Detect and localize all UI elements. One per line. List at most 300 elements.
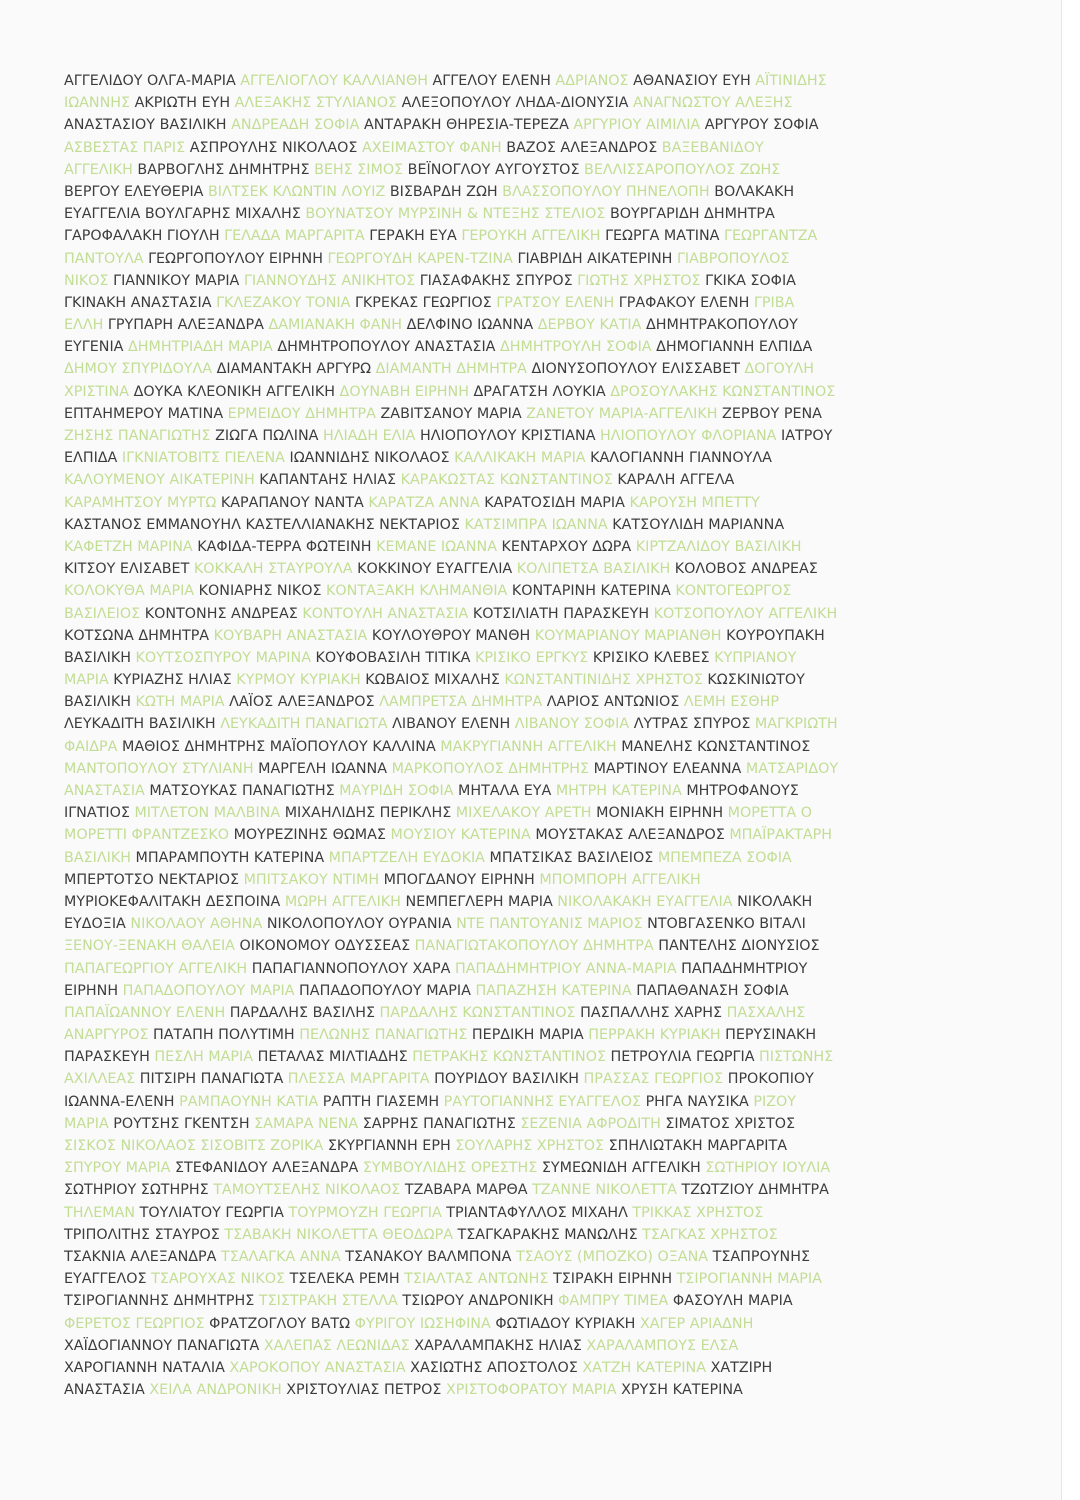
name-line bbox=[64, 137, 979, 159]
highlighted-name-segment: ΡΑΜΠΑΟΥΝΗ ΚΑΤΙΑ bbox=[179, 1093, 323, 1110]
highlighted-name-segment: ΚΟΛΟΚΥΘΑ ΜΑΡΙΑ bbox=[64, 583, 199, 600]
name-line bbox=[64, 1068, 979, 1090]
name-segment: ΚΩΒΑΙΟΣ ΜΙΧΑΛΗΣ bbox=[365, 672, 505, 689]
highlighted-name-segment: ΦΕΡΕΤΟΣ ΓΕΩΡΓΙΟΣ bbox=[64, 1315, 210, 1332]
highlighted-name-segment: ΚΟΥΤΣΟΣΠΥΡΟΥ ΜΑΡΙΝΑ bbox=[135, 649, 316, 666]
name-line bbox=[64, 447, 979, 469]
name-segment: ΠΑΡΑΣΚΕΥΗ bbox=[64, 1049, 155, 1066]
highlighted-name-segment: ΑΔΡΙΑΝΟΣ bbox=[555, 73, 634, 89]
highlighted-name-segment: ΚΥΡΜΟΥ ΚΥΡΙΑΚΗ bbox=[236, 672, 366, 689]
highlighted-name-segment: ΧΡΙΣΤΟΦΟΡΑΤΟΥ ΜΑΡΙΑ bbox=[445, 1382, 622, 1399]
highlighted-name-segment: ΒΑΣΙΛΙΚΗ bbox=[64, 849, 136, 866]
highlighted-name-segment: ΛΕΥΚΑΔΙΤΗ ΠΑΝΑΓΙΩΤΑ bbox=[220, 716, 393, 733]
highlighted-name-segment: ΣΩΤΗΡΙΟΥ ΙΟΥΛΙΑ bbox=[705, 1160, 831, 1177]
name-line bbox=[64, 381, 979, 403]
name-segment: ΚΟΝΙΑΡΗΣ ΝΙΚΟΣ bbox=[198, 583, 327, 600]
name-segment: ΜΑΡΤΙΝΟΥ ΕΛΕΑΝΝΑ bbox=[593, 760, 746, 777]
name-segment: ΜΥΡΙΟΚΕΦΑΛΙΤΑΚΗ ΔΕΣΠΟΙΝΑ bbox=[64, 893, 285, 910]
name-segment: ΜΟΝΙΑΚΗ ΕΙΡΗΝΗ bbox=[596, 805, 728, 822]
name-segment: ΙΑΤΡΟΥ bbox=[781, 428, 833, 444]
highlighted-name-segment: ΤΗΛΕΜΑΝ bbox=[64, 1204, 140, 1221]
highlighted-name-segment: ΚΟΝΤΑΞΑΚΗ ΚΛΗΜΑΝΘΙΑ bbox=[326, 583, 512, 600]
highlighted-name-segment: ΛΑΜΠΡΕΤΣΑ ΔΗΜΗΤΡΑ bbox=[379, 694, 547, 711]
name-segment: ΠΑΠΑΔΟΠΟΥΛΟΥ ΜΑΡΙΑ bbox=[299, 982, 476, 999]
highlighted-name-segment: ΚΥΠΡΙΑΝΟΥ bbox=[714, 649, 797, 666]
highlighted-name-segment: ΚΑΡΑΚΩΣΤΑΣ ΚΩΝΣΤΑΝΤΙΝΟΣ bbox=[400, 472, 618, 489]
name-segment: ΠΑΤΑΠΗ ΠΟΛΥΤΙΜΗ bbox=[153, 1027, 300, 1044]
highlighted-name-segment: ΔΟΥΝΑΒΗ ΕΙΡΗΝΗ bbox=[339, 383, 474, 400]
name-segment: ΚΟΥΛΟΥΘΡΟΥ ΜΑΝΘΗ bbox=[371, 627, 535, 644]
name-segment: ΝΙΚΟΛΟΠΟΥΛΟΥ ΟΥΡΑΝΙΑ bbox=[266, 916, 457, 933]
name-line bbox=[64, 492, 979, 514]
name-segment: ΤΟΥΛΙΑΤΟΥ ΓΕΩΡΓΙΑ bbox=[139, 1204, 289, 1221]
name-segment: ΑΝΑΣΤΑΣΙΑ bbox=[64, 1382, 150, 1399]
highlighted-name-segment: ΣΥΜΒΟΥΛΙΔΗΣ ΟΡΕΣΤΗΣ bbox=[362, 1160, 542, 1177]
highlighted-name-segment: ΚΑΡΑΤΖΑ ΑΝΝΑ bbox=[368, 494, 485, 511]
highlighted-name-segment: ΤΣΙΑΛΤΑΣ ΑΝΤΩΝΗΣ bbox=[404, 1271, 553, 1288]
name-segment: ΓΕΩΡΓΟΠΟΥΛΟΥ ΕΙΡΗΝΗ bbox=[148, 250, 328, 267]
name-segment: ΡΑΠΤΗ ΓΙΑΣΕΜΗ bbox=[322, 1093, 444, 1110]
highlighted-name-segment: ΚΟΥΒΑΡΗ ΑΝΑΣΤΑΣΙΑ bbox=[213, 627, 372, 644]
name-segment: ΚΑΦΙΔΑ-ΤΕΡΡΑ ΦΩΤΕΙΝΗ bbox=[197, 538, 377, 555]
name-segment: ΣΥΜΕΩΝΙΔΗ ΑΓΓΕΛΙΚΗ bbox=[541, 1160, 706, 1177]
name-segment: ΔΙΑΜΑΝΤΑΚΗ ΑΡΓΥΡΩ bbox=[216, 361, 376, 378]
name-line bbox=[64, 1002, 979, 1024]
name-segment: ΜΟΥΣΤΑΚΑΣ ΑΛΕΞΑΝΔΡΟΣ bbox=[535, 827, 730, 844]
highlighted-name-segment: ΛΙΒΑΝΟΥ ΣΟΦΙΑ bbox=[514, 716, 634, 733]
name-line bbox=[64, 1268, 979, 1290]
highlighted-name-segment: ΚΙΡΤΖΑΛΙΔΟΥ ΒΑΣΙΛΙΚΗ bbox=[635, 538, 802, 555]
highlighted-name-segment: ΛΕΜΗ ΕΣΘΗΡ bbox=[683, 694, 780, 711]
highlighted-name-segment: ΜΩΡΗ ΑΓΓΕΛΙΚΗ bbox=[284, 893, 406, 910]
name-segment: ΜΗΤΑΛΑ ΕΥΑ bbox=[458, 783, 556, 799]
name-segment: ΗΛΙΟΠΟΥΛΟΥ ΚΡΙΣΤΙΑΝΑ bbox=[419, 428, 601, 444]
highlighted-name-segment: ΑΧΙΛΛΕΑΣ bbox=[64, 1071, 140, 1088]
highlighted-name-segment: ΚΑΡΟΥΣΗ ΜΠΕΤΤΥ bbox=[629, 494, 760, 511]
name-segment: ΒΑΖΟΣ ΑΛΕΞΑΝΔΡΟΣ bbox=[506, 139, 662, 156]
name-segment: ΚΑΡΑΤΟΣΙΔΗ ΜΑΡΙΑ bbox=[484, 494, 630, 511]
highlighted-name-segment: ΧΑΤΖΗ ΚΑΤΕΡΙΝΑ bbox=[582, 1359, 711, 1376]
highlighted-name-segment: ΣΑΜΑΡΑ ΝΕΝΑ bbox=[254, 1115, 363, 1132]
name-segment: ΓΑΡΟΦΑΛΑΚΗ ΓΙΟΥΛΗ bbox=[64, 228, 225, 245]
highlighted-name-segment: ΤΣΑΡΟΥΧΑΣ ΝΙΚΟΣ bbox=[151, 1271, 290, 1288]
highlighted-name-segment: ΠΑΡΔΑΛΗΣ ΚΩΝΣΤΑΝΤΙΝΟΣ bbox=[379, 1004, 581, 1021]
name-segment: ΓΕΡΑΚΗ ΕΥΑ bbox=[369, 228, 462, 245]
name-line bbox=[64, 1024, 979, 1046]
name-segment: ΔΗΜΟΓΙΑΝΝΗ ΕΛΠΙΔΑ bbox=[656, 339, 813, 356]
name-line bbox=[64, 669, 979, 691]
name-segment: ΜΠΑΡΑΜΠΟΥΤΗ ΚΑΤΕΡΙΝΑ bbox=[135, 849, 329, 866]
highlighted-name-segment: ΜΑΤΣΑΡΙΔΟΥ bbox=[745, 760, 839, 777]
name-segment: ΡΟΥΤΣΗΣ ΓΚΕΝΤΣΗ bbox=[113, 1115, 255, 1132]
name-segment: ΠΑΣΠΑΛΛΗΣ ΧΑΡΗΣ bbox=[580, 1004, 727, 1021]
name-segment: ΝΕΜΠΕΓΛΕΡΗ ΜΑΡΙΑ bbox=[405, 893, 558, 910]
name-line bbox=[64, 1335, 979, 1357]
name-line bbox=[64, 1379, 979, 1401]
name-segment: ΠΟΥΡΙΔΟΥ ΒΑΣΙΛΙΚΗ bbox=[434, 1071, 584, 1088]
highlighted-name-segment: ΒΑΞΕΒΑΝΙΔΟΥ bbox=[661, 139, 764, 156]
name-segment: ΟΙΚΟΝΟΜΟΥ ΟΔΥΣΣΕΑΣ bbox=[239, 938, 415, 955]
name-segment: ΧΑΪΔΟΓΙΑΝΝΟΥ ΠΑΝΑΓΙΩΤΑ bbox=[64, 1337, 264, 1354]
name-segment: ΑΘΑΝΑΣΙΟΥ ΕΥΗ bbox=[633, 73, 756, 89]
highlighted-name-segment: ΚΕΜΑΝΕ ΙΩΑΝΝΑ bbox=[376, 538, 502, 555]
name-line bbox=[64, 1357, 979, 1379]
name-segment: ΚΑΤΣΟΥΛΙΔΗ ΜΑΡΙΑΝΝΑ bbox=[612, 516, 785, 533]
highlighted-name-segment: ΔΗΜΗΤΡΙΑΔΗ ΜΑΡΙΑ bbox=[128, 339, 278, 356]
highlighted-name-segment: ΓΡΙΒΑ bbox=[753, 294, 795, 311]
name-segment: ΜΟΥΡΕΖΙΝΗΣ ΘΩΜΑΣ bbox=[233, 827, 391, 844]
highlighted-name-segment: ΤΣΙΡΟΓΙΑΝΝΗ ΜΑΡΙΑ bbox=[676, 1271, 822, 1288]
name-line bbox=[64, 1157, 979, 1179]
highlighted-name-segment: ΤΣΑΓΚΑΣ ΧΡΗΣΤΟΣ bbox=[642, 1226, 778, 1243]
highlighted-name-segment: ΝΙΚΟΣ bbox=[64, 272, 114, 289]
name-segment: ΧΡΙΣΤΟΥΛΙΑΣ ΠΕΤΡΟΣ bbox=[286, 1382, 446, 1399]
highlighted-name-segment: ΡΙΖΟΥ bbox=[753, 1093, 797, 1110]
name-segment: ΠΕΤΑΛΑΣ ΜΙΛΤΙΑΔΗΣ bbox=[257, 1049, 413, 1066]
name-segment: ΒΙΣΒΑΡΔΗ ΖΩΗ bbox=[389, 183, 503, 200]
name-segment: ΑΚΡΙΩΤΗ ΕΥΗ bbox=[134, 95, 235, 112]
name-line bbox=[64, 225, 979, 247]
highlighted-name-segment: ΚΡΙΣΙΚΟ ΕΡΓΚΥΣ bbox=[474, 649, 593, 666]
name-segment: ΧΡΥΣΗ ΚΑΤΕΡΙΝΑ bbox=[621, 1382, 743, 1399]
highlighted-name-segment: ΓΙΑΒΡΟΠΟΥΛΟΣ bbox=[676, 250, 790, 267]
name-segment: ΚΥΡΙΑΖΗΣ ΗΛΙΑΣ bbox=[113, 672, 237, 689]
highlighted-name-segment: ΤΡΙΚΚΑΣ ΧΡΗΣΤΟΣ bbox=[632, 1204, 764, 1221]
highlighted-name-segment: ΣΕΖΕΝΙΑ ΑΦΡΟΔΙΤΗ bbox=[520, 1115, 666, 1132]
name-segment: ΕΛΠΙΔΑ bbox=[64, 450, 122, 467]
name-line bbox=[64, 913, 979, 935]
name-segment: ΓΙΑΝΝΙΚΟΥ ΜΑΡΙΑ bbox=[113, 272, 244, 289]
name-segment: ΔΡΑΓΑΤΣΗ ΛΟΥΚΙΑ bbox=[473, 383, 611, 400]
name-segment: ΤΣΑΝΑΚΟΥ ΒΑΛΜΠΟΝΑ bbox=[345, 1248, 516, 1265]
highlighted-name-segment: ΕΛΛΗ bbox=[64, 317, 108, 334]
name-segment: ΓΙΑΒΡΙΔΗ ΑΙΚΑΤΕΡΙΝΗ bbox=[517, 250, 677, 267]
highlighted-name-segment: ΠΑΠΑΪΩΑΝΝΟΥ ΕΛΕΝΗ bbox=[64, 1004, 230, 1021]
name-line bbox=[64, 181, 979, 203]
name-line bbox=[64, 780, 979, 802]
name-segment: ΜΑΘΙΟΣ ΔΗΜΗΤΡΗΣ ΜΑΪΟΠΟΥΛΟΥ ΚΑΛΛΙΝΑ bbox=[121, 738, 441, 755]
name-segment: ΕΙΡΗΝΗ bbox=[64, 982, 123, 999]
highlighted-name-segment: ΔΕΡΒΟΥ ΚΑΤΙΑ bbox=[537, 317, 646, 334]
name-segment: ΠΑΠΑΔΗΜΗΤΡΙΟΥ bbox=[681, 960, 808, 977]
name-segment: ΚΟΝΤΑΡΙΝΗ ΚΑΤΕΡΙΝΑ bbox=[511, 583, 676, 600]
name-line bbox=[64, 891, 979, 913]
highlighted-name-segment: ΒΑΣΙΛΕΙΟΣ bbox=[64, 605, 145, 622]
name-segment: ΕΠΤΑΗΜΕΡΟΥ ΜΑΤΙΝΑ bbox=[64, 405, 228, 422]
highlighted-name-segment: ΠΑΣΧΑΛΗΣ bbox=[726, 1004, 806, 1021]
highlighted-name-segment: ΠΑΠΑΔΟΠΟΥΛΟΥ ΜΑΡΙΑ bbox=[122, 982, 300, 999]
highlighted-name-segment: ΚΑΦΕΤΖΗ ΜΑΡΙΝΑ bbox=[64, 538, 198, 555]
highlighted-name-segment: ΑΝΑΣΤΑΣΙΑ bbox=[64, 783, 150, 799]
highlighted-name-segment: ΠΑΠΑΔΗΜΗΤΡΙΟΥ ΑΝΝΑ-ΜΑΡΙΑ bbox=[454, 960, 682, 977]
highlighted-name-segment: ΦΑΜΠΡΥ ΤΙΜΕΑ bbox=[558, 1293, 673, 1310]
highlighted-name-segment: ΓΕΩΡΓΟΥΔΗ ΚΑΡΕΝ-ΤΖΙΝΑ bbox=[327, 250, 518, 267]
name-line bbox=[64, 713, 979, 735]
highlighted-name-segment: ΒΕΗΣ ΣΙΜΟΣ bbox=[314, 161, 408, 178]
highlighted-name-segment: ΑΛΕΞΑΚΗΣ ΣΤΥΛΙΑΝΟΣ bbox=[234, 95, 402, 112]
highlighted-name-segment: ΠΑΝΑΓΙΩΤΑΚΟΠΟΥΛΟΥ ΔΗΜΗΤΡΑ bbox=[414, 938, 659, 955]
highlighted-name-segment: ΚΟΛΙΠΕΤΣΑ ΒΑΣΙΛΙΚΗ bbox=[516, 561, 675, 578]
highlighted-name-segment: ΠΑΝΤΟΥΛΑ bbox=[64, 250, 149, 267]
name-segment: ΤΣΙΩΡΟΥ ΑΝΔΡΟΝΙΚΗ bbox=[402, 1293, 559, 1310]
highlighted-name-segment: ΓΙΑΝΝΟΥΔΗΣ ΑΝΙΚΗΤΟΣ bbox=[243, 272, 420, 289]
highlighted-name-segment: ΙΩΑΝΝΗΣ bbox=[64, 95, 135, 112]
highlighted-name-segment: ΑΡΓΥΡΙΟΥ ΑΙΜΙΛΙΑ bbox=[573, 117, 705, 134]
name-segment: ΓΡΥΠΑΡΗ ΑΛΕΞΑΝΔΡΑ bbox=[107, 317, 269, 334]
highlighted-name-segment: ΧΑΡΑΛΑΜΠΟΥΣ ΕΛΣΑ bbox=[586, 1337, 739, 1354]
highlighted-name-segment: ΧΑΛΕΠΑΣ ΛΕΩΝΙΔΑΣ bbox=[263, 1337, 415, 1354]
name-segment: ΖΕΡΒΟΥ ΡΕΝΑ bbox=[722, 405, 822, 422]
highlighted-name-segment: ΙΓΚΝΙΑΤΟΒΙΤΣ ΓΙΕΛΕΝΑ bbox=[121, 450, 290, 467]
name-segment: ΚΟΚΚΙΝΟΥ ΕΥΑΓΓΕΛΙΑ bbox=[357, 561, 517, 578]
name-segment: ΚΟΛΟΒΟΣ ΑΝΔΡΕΑΣ bbox=[674, 561, 818, 578]
name-segment: ΑΝΤΑΡΑΚΗ ΘΗΡΕΣΙΑ-ΤΕΡΕΖΑ bbox=[363, 117, 574, 134]
name-line bbox=[64, 92, 979, 114]
name-line bbox=[64, 114, 979, 136]
highlighted-name-segment: ΑΝΑΡΓΥΡΟΣ bbox=[64, 1027, 154, 1044]
highlighted-name-segment: ΒΙΛΤΣΕΚ ΚΛΩΝΤΙΝ ΛΟΥΙΖ bbox=[208, 183, 390, 200]
highlighted-name-segment: ΑΪΤΙΝΙΔΗΣ bbox=[755, 73, 827, 89]
name-line bbox=[64, 270, 979, 292]
highlighted-name-segment: ΝΙΚΟΛΑΚΑΚΗ ΕΥΑΓΓΕΛΙΑ bbox=[557, 893, 738, 910]
name-line bbox=[64, 1179, 979, 1201]
name-line bbox=[64, 1046, 979, 1068]
name-segment: ΠΑΡΔΑΛΗΣ ΒΑΣΙΛΗΣ bbox=[229, 1004, 380, 1021]
name-segment: ΦΑΣΟΥΛΗ ΜΑΡΙΑ bbox=[672, 1293, 793, 1310]
highlighted-name-segment: ΠΡΑΣΣΑΣ ΓΕΩΡΓΙΟΣ bbox=[583, 1071, 728, 1088]
name-segment: ΛΕΥΚΑΔΙΤΗ ΒΑΣΙΛΙΚΗ bbox=[64, 716, 221, 733]
name-line bbox=[64, 1113, 979, 1135]
highlighted-name-segment: ΓΙΩΤΗΣ ΧΡΗΣΤΟΣ bbox=[577, 272, 706, 289]
name-line bbox=[64, 580, 979, 602]
highlighted-name-segment: ΠΕΣΛΗ ΜΑΡΙΑ bbox=[154, 1049, 258, 1066]
name-segment: ΠΙΤΣΙΡΗ ΠΑΝΑΓΙΩΤΑ bbox=[139, 1071, 288, 1088]
name-segment: ΙΩΑΝΝΑ-ΕΛΕΝΗ bbox=[64, 1093, 180, 1110]
name-line bbox=[64, 292, 979, 314]
highlighted-name-segment: ΚΟΝΤΟΥΛΗ ΑΝΑΣΤΑΣΙΑ bbox=[302, 605, 473, 622]
name-line bbox=[64, 70, 979, 92]
name-segment: ΓΕΩΡΓΑ ΜΑΤΙΝΑ bbox=[605, 228, 724, 245]
highlighted-name-segment: ΤΣΑΒΑΚΗ ΝΙΚΟΛΕΤΤΑ ΘΕΟΔΩΡΑ bbox=[224, 1226, 458, 1243]
name-segment: ΤΖΩΤΖΙΟΥ ΔΗΜΗΤΡΑ bbox=[681, 1182, 829, 1199]
highlighted-name-segment: ΝΤΕ ΠΑΝΤΟΥΑΝΙΣ ΜΑΡΙΟΣ bbox=[456, 916, 648, 933]
name-segment: ΣΑΡΡΗΣ ΠΑΝΑΓΙΩΤΗΣ bbox=[362, 1115, 521, 1132]
name-segment: ΜΑΡΓΕΛΗ ΙΩΑΝΝΑ bbox=[258, 760, 392, 777]
name-segment: ΠΕΡΔΙΚΗ ΜΑΡΙΑ bbox=[471, 1027, 589, 1044]
highlighted-name-segment: ΤΣΑΛΑΓΚΑ ΑΝΝΑ bbox=[221, 1248, 346, 1265]
name-segment: ΣΠΗΛΙΩΤΑΚΗ ΜΑΡΓΑΡΙΤΑ bbox=[608, 1138, 788, 1154]
name-segment: ΠΑΠΑΘΑΝΑΣΗ ΣΟΦΙΑ bbox=[636, 982, 789, 999]
name-segment: ΒΟΛΑΚΑΚΗ bbox=[714, 183, 795, 200]
highlighted-name-segment: ΒΛΑΣΣΟΠΟΥΛΟΥ ΠΗΝΕΛΟΠΗ bbox=[502, 183, 715, 200]
highlighted-name-segment: ΣΟΥΛΑΡΗΣ ΧΡΗΣΤΟΣ bbox=[455, 1138, 609, 1154]
name-line bbox=[64, 847, 979, 869]
name-segment: ΚΑΠΑΝΤΑΗΣ ΗΛΙΑΣ bbox=[259, 472, 401, 489]
highlighted-name-segment: ΧΡΙΣΤΙΝΑ bbox=[64, 383, 134, 400]
name-segment: ΚΙΤΣΟΥ ΕΛΙΣΑΒΕΤ bbox=[64, 561, 194, 578]
name-segment: ΜΑΤΣΟΥΚΑΣ ΠΑΝΑΓΙΩΤΗΣ bbox=[149, 783, 340, 799]
name-segment: ΜΠΟΓΔΑΝΟΥ ΕΙΡΗΝΗ bbox=[383, 871, 540, 888]
name-segment: ΖΑΒΙΤΣΑΝΟΥ ΜΑΡΙΑ bbox=[380, 405, 527, 422]
highlighted-name-segment: ΑΣΒΕΣΤΑΣ ΠΑΡΙΣ bbox=[64, 139, 190, 156]
highlighted-name-segment: ΚΑΤΣΙΜΠΡΑ ΙΩΑΝΝΑ bbox=[464, 516, 613, 533]
name-segment: ΜΑΝΕΛΗΣ ΚΩΝΣΤΑΝΤΙΝΟΣ bbox=[621, 738, 811, 755]
highlighted-name-segment: ΜΑΚΡΥΓΙΑΝΝΗ ΑΓΓΕΛΙΚΗ bbox=[440, 738, 622, 755]
highlighted-name-segment: ΚΑΡΑΜΗΤΣΟΥ ΜΥΡΤΩ bbox=[64, 494, 221, 511]
highlighted-name-segment: ΚΩΤΗ ΜΑΡΙΑ bbox=[135, 694, 230, 711]
highlighted-name-segment: ΑΝΔΡΕΑΔΗ ΣΟΦΙΑ bbox=[231, 117, 364, 134]
name-line bbox=[64, 802, 979, 824]
name-segment: ΚΟΝΤΟΝΗΣ ΑΝΔΡΕΑΣ bbox=[144, 605, 303, 622]
highlighted-name-segment: ΜΑΥΡΙΔΗ ΣΟΦΙΑ bbox=[339, 783, 459, 799]
highlighted-name-segment: ΜΑΝΤΟΠΟΥΛΟΥ ΣΤΥΛΙΑΝΗ bbox=[64, 760, 259, 777]
highlighted-name-segment: ΓΚΛΕΖΑΚΟΥ ΤΟΝΙΑ bbox=[216, 294, 355, 311]
highlighted-name-segment: ΑΝΑΓΝΩΣΤΟΥ ΑΛΕΞΗΣ bbox=[633, 95, 793, 112]
highlighted-name-segment: ΔΟΓΟΥΛΗ bbox=[744, 361, 815, 378]
name-line bbox=[64, 203, 979, 225]
name-line bbox=[64, 358, 979, 380]
highlighted-name-segment: ΖΗΣΗΣ ΠΑΝΑΓΙΩΤΗΣ bbox=[64, 428, 216, 444]
name-line bbox=[64, 1313, 979, 1335]
name-segment: ΤΣΑΚΝΙΑ ΑΛΕΞΑΝΔΡΑ bbox=[64, 1248, 221, 1265]
name-segment: ΦΡΑΤΖΟΓΛΟΥ ΒΑΤΩ bbox=[209, 1315, 355, 1332]
name-line bbox=[64, 1290, 979, 1312]
name-segment: ΛΑΪΟΣ ΑΛΕΞΑΝΔΡΟΣ bbox=[229, 694, 380, 711]
highlighted-name-segment: ΦΑΙΔΡΑ bbox=[64, 738, 122, 755]
name-segment: ΚΩΣΚΙΝΙΩΤΟΥ bbox=[707, 672, 805, 689]
highlighted-name-segment: ΜΗΤΡΗ ΚΑΤΕΡΙΝΑ bbox=[555, 783, 687, 799]
name-line bbox=[64, 1224, 979, 1246]
name-line bbox=[64, 935, 979, 957]
highlighted-name-segment: ΜΠΙΤΣΑΚΟΥ ΝΤΙΜΗ bbox=[243, 871, 384, 888]
highlighted-name-segment: ΞΕΝΟΥ-ΞΕΝΑΚΗ ΘΑΛΕΙΑ bbox=[64, 938, 240, 955]
highlighted-name-segment: ΡΑΥΤΟΓΙΑΝΝΗΣ ΕΥΑΓΓΕΛΟΣ bbox=[443, 1093, 646, 1110]
highlighted-name-segment: ΒΟΥΝΑΤΣΟΥ ΜΥΡΣΙΝΗ & ΝΤΕΞΗΣ ΣΤΕΛΙΟΣ bbox=[305, 206, 610, 223]
highlighted-name-segment: ΧΑΡΟΚΟΠΟΥ ΑΝΑΣΤΑΣΙΑ bbox=[229, 1359, 411, 1376]
name-segment: ΣΩΤΗΡΙΟΥ ΣΩΤΗΡΗΣ bbox=[64, 1182, 214, 1199]
name-segment: ΙΩΑΝΝΙΔΗΣ ΝΙΚΟΛΑΟΣ bbox=[289, 450, 455, 467]
name-line bbox=[64, 536, 979, 558]
name-segment: ΑΡΓΥΡΟΥ ΣΟΦΙΑ bbox=[704, 117, 819, 134]
name-segment: ΔΙΟΝΥΣΟΠΟΥΛΟΥ ΕΛΙΣΣΑΒΕΤ bbox=[531, 361, 745, 378]
names-list bbox=[64, 70, 979, 1401]
name-segment: ΑΓΓΕΛΟΥ ΕΛΕΝΗ bbox=[432, 73, 556, 89]
name-segment: ΔΟΥΚΑ ΚΛΕΟΝΙΚΗ ΑΓΓΕΛΙΚΗ bbox=[133, 383, 340, 400]
name-segment: ΣΚΥΡΓΙΑΝΝΗ ΕΡΗ bbox=[327, 1138, 456, 1154]
name-segment: ΚΟΥΦΟΒΑΣΙΛΗ ΤΙΤΙΚΑ bbox=[315, 649, 475, 666]
name-segment: ΧΑΣΙΩΤΗΣ ΑΠΟΣΤΟΛΟΣ bbox=[410, 1359, 583, 1376]
name-segment: ΔΗΜΗΤΡΑΚΟΠΟΥΛΟΥ bbox=[645, 317, 798, 334]
name-line bbox=[64, 425, 979, 447]
name-segment: ΤΣΙΡΟΓΙΑΝΝΗΣ ΔΗΜΗΤΡΗΣ bbox=[64, 1293, 259, 1310]
name-line bbox=[64, 980, 979, 1002]
highlighted-name-segment: ΑΓΓΕΛΙΟΓΛΟΥ ΚΑΛΛΙΑΝΘΗ bbox=[240, 73, 433, 89]
name-line bbox=[64, 514, 979, 536]
name-segment: ΤΣΙΡΑΚΗ ΕΙΡΗΝΗ bbox=[552, 1271, 677, 1288]
highlighted-name-segment: ΜΟΡΕΤΤΑ Ο bbox=[727, 805, 812, 822]
name-line bbox=[64, 159, 979, 181]
name-line bbox=[64, 869, 979, 891]
highlighted-name-segment: ΓΕΛΑΔΑ ΜΑΡΓΑΡΙΤΑ bbox=[224, 228, 370, 245]
highlighted-name-segment: ΚΟΝΤΟΓΕΩΡΓΟΣ bbox=[675, 583, 792, 600]
highlighted-name-segment: ΜΑΡΙΑ bbox=[64, 672, 114, 689]
name-line bbox=[64, 691, 979, 713]
name-segment: ΛΥΤΡΑΣ ΣΠΥΡΟΣ bbox=[633, 716, 755, 733]
highlighted-name-segment: ΤΣΑΟΥΣ (ΜΠΟΖΚΟ) ΟΞΑΝΑ bbox=[515, 1248, 713, 1265]
name-segment: ΚΟΤΣΙΛΙΑΤΗ ΠΑΡΑΣΚΕΥΗ bbox=[472, 605, 654, 622]
highlighted-name-segment: ΠΕΤΡΑΚΗΣ ΚΩΝΣΤΑΝΤΙΝΟΣ bbox=[412, 1049, 611, 1066]
highlighted-name-segment: ΜΠΟΜΠΟΡΗ ΑΓΓΕΛΙΚΗ bbox=[539, 871, 701, 888]
name-segment: ΑΝΑΣΤΑΣΙΟΥ ΒΑΣΙΛΙΚΗ bbox=[64, 117, 232, 134]
name-segment: ΕΥΑΓΓΕΛΙΑ ΒΟΥΛΓΑΡΗΣ ΜΙΧΑΛΗΣ bbox=[64, 206, 306, 223]
name-segment: ΧΑΤΖΙΡΗ bbox=[710, 1359, 773, 1376]
name-segment: ΒΑΣΙΛΙΚΗ bbox=[64, 694, 136, 711]
name-line bbox=[64, 625, 979, 647]
name-segment: ΚΑΡΑΛΗ ΑΓΓΕΛΑ bbox=[617, 472, 735, 489]
highlighted-name-segment: ΜΑΓΚΡΙΩΤΗ bbox=[754, 716, 838, 733]
highlighted-name-segment: ΔΗΜΟΥ ΣΠΥΡΙΔΟΥΛΑ bbox=[64, 361, 217, 378]
name-segment: ΤΡΙΑΝΤΑΦΥΛΛΟΣ ΜΙΧΑΗΛ bbox=[446, 1204, 633, 1221]
name-segment: ΡΗΓΑ ΝΑΥΣΙΚΑ bbox=[645, 1093, 754, 1110]
name-segment: ΧΑΡΑΛΑΜΠΑΚΗΣ ΗΛΙΑΣ bbox=[414, 1337, 587, 1354]
highlighted-name-segment: ΧΕΙΛΑ ΑΝΔΡΟΝΙΚΗ bbox=[149, 1382, 287, 1399]
name-segment: ΚΕΝΤΑΡΧΟΥ ΔΩΡΑ bbox=[501, 538, 636, 555]
name-segment: ΒΕΡΓΟΥ ΕΛΕΥΘΕΡΙΑ bbox=[64, 183, 208, 200]
highlighted-name-segment: ΜΙΧΕΛΑΚΟΥ ΑΡΕΤΗ bbox=[455, 805, 597, 822]
name-segment: ΒΟΥΡΓΑΡΙΔΗ ΔΗΜΗΤΡΑ bbox=[609, 206, 775, 223]
name-segment: ΤΡΙΠΟΛΙΤΗΣ ΣΤΑΥΡΟΣ bbox=[64, 1226, 225, 1243]
name-line bbox=[64, 1246, 979, 1268]
name-segment: ΒΑΣΙΛΙΚΗ bbox=[64, 649, 136, 666]
highlighted-name-segment: ΚΟΤΣΟΠΟΥΛΟΥ ΑΓΓΕΛΙΚΗ bbox=[653, 605, 838, 622]
highlighted-name-segment: ΑΧΕΙΜΑΣΤΟΥ ΦΑΝΗ bbox=[361, 139, 507, 156]
highlighted-name-segment: ΜΠΑΪΡΑΚΤΑΡΗ bbox=[729, 827, 833, 844]
name-segment: ΓΚΙΝΑΚΗ ΑΝΑΣΤΑΣΙΑ bbox=[64, 294, 217, 311]
name-segment: ΛΙΒΑΝΟΥ ΕΛΕΝΗ bbox=[392, 716, 515, 733]
name-segment: ΕΥΔΟΞΙΑ bbox=[64, 916, 131, 933]
highlighted-name-segment: ΦΥΡΙΓΟΥ ΙΩΣΗΦΙΝΑ bbox=[354, 1315, 496, 1332]
name-segment: ΠΑΠΑΓΙΑΝΝΟΠΟΥΛΟΥ ΧΑΡΑ bbox=[251, 960, 455, 977]
name-segment: ΑΓΓΕΛΙΔΟΥ ΟΛΓΑ-ΜΑΡΙΑ bbox=[64, 73, 241, 89]
name-segment: ΛΑΡΙΟΣ ΑΝΤΩΝΙΟΣ bbox=[546, 694, 684, 711]
name-line bbox=[64, 603, 979, 625]
name-segment: ΠΑΝΤΕΛΗΣ ΔΙΟΝΥΣΙΟΣ bbox=[658, 938, 820, 955]
name-segment: ΦΩΤΙΑΔΟΥ ΚΥΡΙΑΚΗ bbox=[495, 1315, 640, 1332]
name-segment: ΚΟΥΡΟΥΠΑΚΗ bbox=[726, 627, 825, 644]
highlighted-name-segment: ΒΕΛΛΙΣΣΑΡΟΠΟΥΛΟΣ ΖΩΗΣ bbox=[584, 161, 781, 178]
highlighted-name-segment: ΖΑΝΕΤΟΥ ΜΑΡΙΑ-ΑΓΓΕΛΙΚΗ bbox=[526, 405, 723, 422]
highlighted-name-segment: ΗΛΙΑΔΗ ΕΛΙΑ bbox=[323, 428, 420, 444]
name-segment: ΜΠΑΤΣΙΚΑΣ ΒΑΣΙΛΕΙΟΣ bbox=[489, 849, 658, 866]
name-line bbox=[64, 1091, 979, 1113]
highlighted-name-segment: ΠΙΣΤΩΝΗΣ bbox=[759, 1049, 834, 1066]
highlighted-name-segment: ΚΟΥΜΑΡΙΑΝΟΥ ΜΑΡΙΑΝΘΗ bbox=[534, 627, 727, 644]
name-segment: ΕΥΑΓΓΕΛΟΣ bbox=[64, 1271, 152, 1288]
highlighted-name-segment: ΜΑΡΙΑ bbox=[64, 1115, 114, 1132]
name-line bbox=[64, 314, 979, 336]
name-segment: ΚΑΡΑΠΑΝΟΥ ΝΑΝΤΑ bbox=[220, 494, 369, 511]
highlighted-name-segment: ΝΙΚΟΛΑΟΥ ΑΘΗΝΑ bbox=[130, 916, 267, 933]
name-segment: ΚΑΛΟΓΙΑΝΝΗ ΓΙΑΝΝΟΥΛΑ bbox=[590, 450, 772, 467]
name-segment: ΒΑΡΒΟΓΛΗΣ ΔΗΜΗΤΡΗΣ bbox=[137, 161, 315, 178]
highlighted-name-segment: ΚΑΛΛΙΚΑΚΗ ΜΑΡΙΑ bbox=[454, 450, 591, 467]
name-segment: ΔΕΛΦΙΝΟ ΙΩΑΝΝΑ bbox=[406, 317, 538, 334]
highlighted-name-segment: ΠΕΡΡΑΚΗ ΚΥΡΙΑΚΗ bbox=[588, 1027, 726, 1044]
highlighted-name-segment: ΧΑΓΕΡ ΑΡΙΑΔΝΗ bbox=[639, 1315, 754, 1332]
highlighted-name-segment: ΚΩΝΣΤΑΝΤΙΝΙΔΗΣ ΧΡΗΣΤΟΣ bbox=[504, 672, 708, 689]
highlighted-name-segment: ΜΠΕΜΠΕΖΑ ΣΟΦΙΑ bbox=[657, 849, 792, 866]
name-segment: ΒΕΪΝΟΓΛΟΥ ΑΥΓΟΥΣΤΟΣ bbox=[407, 161, 585, 178]
